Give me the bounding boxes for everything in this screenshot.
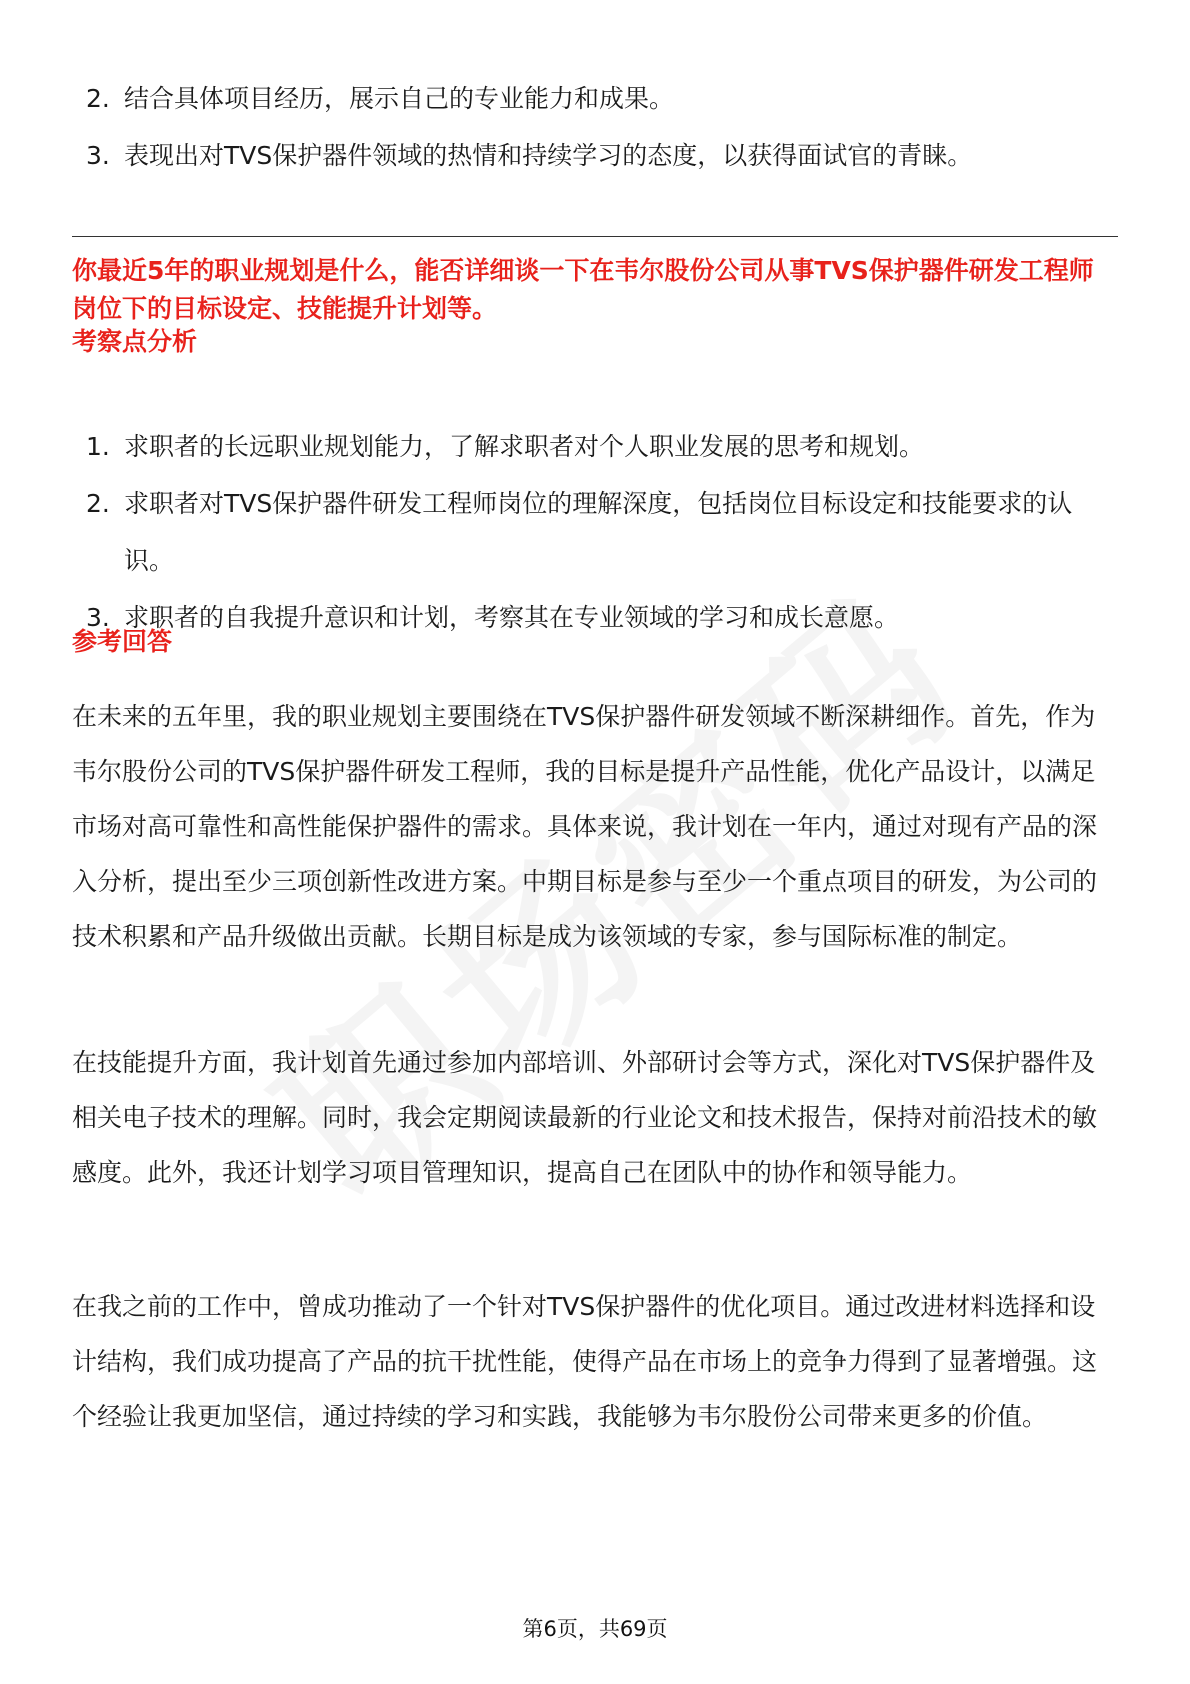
list-number: 2. — [86, 489, 110, 518]
analysis-list — [72, 418, 1118, 646]
answer-paragraph: 在未来的五年里，我的职业规划主要围绕在TVS保护器件研发领域不断深耕细作。首先，作为韦尔股份公司的TVS保护器件研发工程师，我的目标是提升产品性能，优化产品设计，以满足市场对高可靠性和高性能保护器件的需求。具体来说，我计划在一年内，通过对现有产品的深入分析，提出至少三项创新性改进方案。中期目标是参与至少一个重点项目的研发，为公司的技术积累和产品升级做出贡献。长期目标是成为该领域的专家，参与国际标准的制定。 — [72, 702, 1098, 951]
section-divider — [72, 236, 1118, 237]
list-text: 求职者的自我提升意识和计划，考察其在专业领域的学习和成长意愿。 — [124, 603, 900, 632]
list-item — [72, 70, 1118, 127]
list-item — [72, 127, 1118, 184]
list-text: 结合具体项目经历，展示自己的专业能力和成果。 — [124, 84, 675, 113]
answer-paragraph: 在技能提升方面，我计划首先通过参加内部培训、外部研讨会等方式，深化对TVS保护器件及相关电子技术的理解。同时，我会定期阅读最新的行业论文和技术报告，保持对前沿技术的敏感度。此外，我还计划学习项目管理知识，提高自己在团队中的协作和领导能力。 — [72, 1048, 1098, 1187]
answer-title: 参考回答 — [72, 627, 173, 656]
list-text: 求职者的长远职业规划能力，了解求职者对个人职业发展的思考和规划。 — [124, 432, 925, 461]
list-number: 1. — [86, 432, 110, 461]
list-number: 3. — [86, 603, 110, 632]
list-text: 表现出对TVS保护器件领域的热情和持续学习的态度，以获得面试官的青睐。 — [124, 141, 973, 170]
previous-answer-list — [72, 70, 1118, 184]
analysis-title: 考察点分析 — [72, 327, 198, 356]
list-number: 2. — [86, 84, 110, 113]
list-text: 求职者对TVS保护器件研发工程师岗位的理解深度，包括岗位目标设定和技能要求的认识。 — [124, 489, 1073, 575]
list-item — [72, 589, 1118, 646]
interview-question: 你最近5年的职业规划是什么，能否详细谈一下在韦尔股份公司从事TVS保护器件研发工程师岗位下的目标设定、技能提升计划等。 — [72, 256, 1094, 323]
list-number: 3. — [86, 141, 110, 170]
list-item — [72, 418, 1118, 475]
list-item — [72, 475, 1118, 589]
answer-paragraph: 在我之前的工作中，曾成功推动了一个针对TVS保护器件的优化项目。通过改进材料选择和设计结构，我们成功提高了产品的抗干扰性能，使得产品在市场上的竞争力得到了显著增强。这个经验让我更加坚信，通过持续的学习和实践，我能够为韦尔股份公司带来更多的价值。 — [72, 1292, 1098, 1431]
page-number: 第6页，共69页 — [522, 1617, 668, 1641]
